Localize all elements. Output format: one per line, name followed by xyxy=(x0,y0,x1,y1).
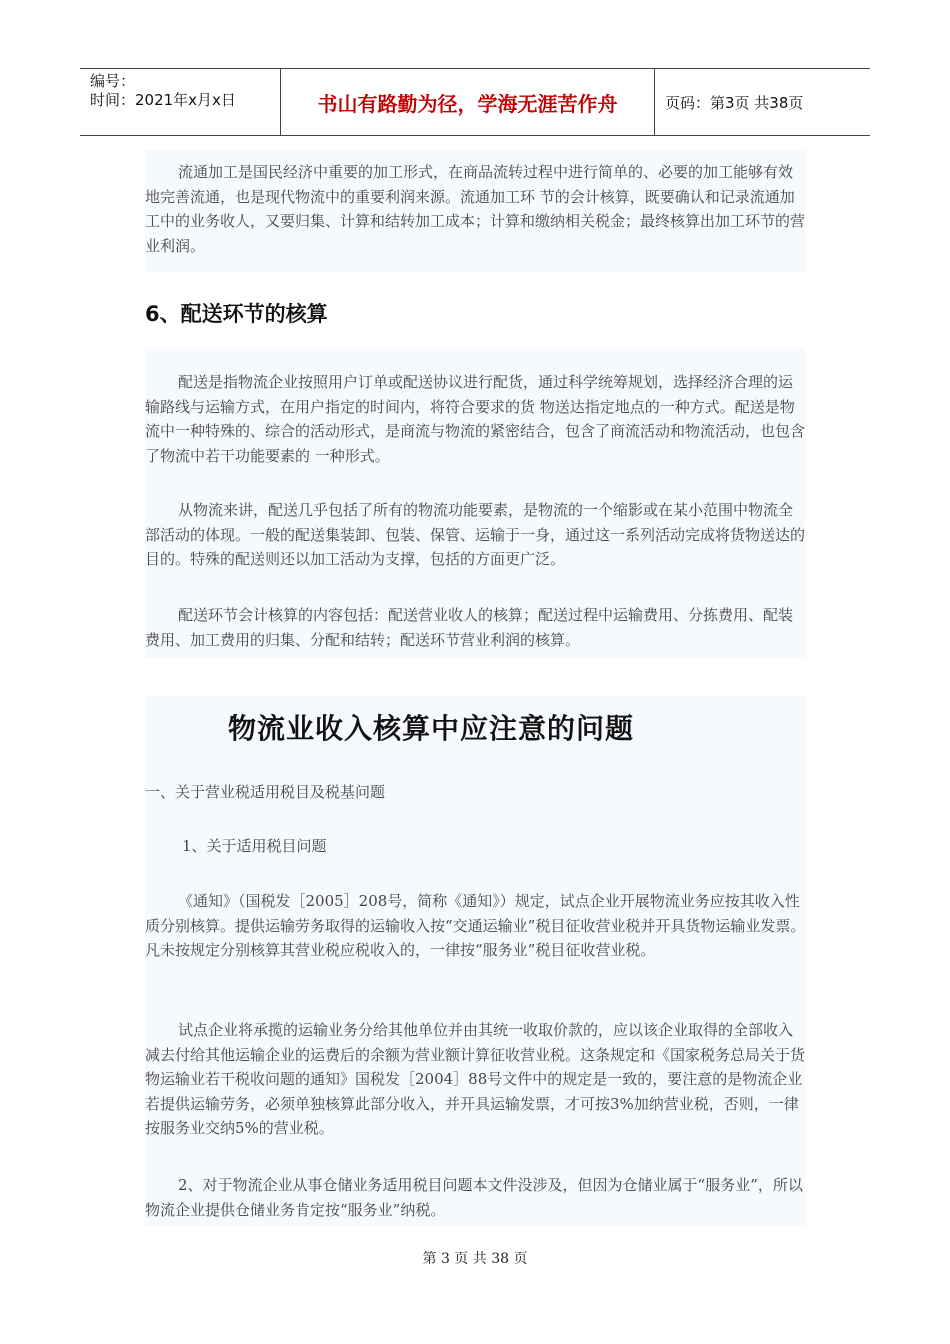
header-meta xyxy=(80,69,281,135)
header-page-label: 页码：第3页 共38页 xyxy=(665,93,804,112)
paragraph-processing: 流通加工是国民经济中重要的加工形式，在商品流转过程中进行简单的、必要的加工能够有效地完善流通，也是现代物流中的重要利润来源。流通加工环 节的会计核算，既要确认和记录流通加工中的业务收人，又要归集、计算和结转加工成本；计算和缴纳相关税金；最终核算出加工环节的营业利润。 xyxy=(145,163,806,255)
time-label: 时间：2021年x月x日 xyxy=(90,91,236,109)
paragraph-delivery-accounting: 配送环节会计核算的内容包括：配送营业收人的核算；配送过程中运输费用、分拣费用、配装费用、加工费用的归集、分配和结转；配送环节营业利润的核算。 xyxy=(145,606,794,649)
subsection-heading-tax-item: 1、关于适用税目问题 xyxy=(182,837,327,855)
paragraph-delivery-logistics: 从物流来讲，配送几乎包括了所有的物流功能要素，是物流的一个缩影或在某小范围中物流全部活动的体现。一般的配送集装卸、包装、保管、运输于一身，通过这一系列活动完成将货物送达的目的。特殊的配送则还以加工活动为支撑，包括的方面更广泛。 xyxy=(145,501,806,568)
subsection-heading-tax: 一、关于营业税适用税目及税基问题 xyxy=(145,783,386,801)
paragraph-storage-tax: 2、对于物流企业从事仓储业务适用税目问题本文件没涉及，但因为仓储业属于“服务业”，所以物流企业提供仓储业务肯定按“服务业”纳税。 xyxy=(145,1176,803,1219)
page-header xyxy=(80,68,870,136)
paragraph-transport-tax: 试点企业将承揽的运输业务分给其他单位并由其统一收取价款的，应以该企业取得的全部收入减去付给其他运输企业的运费后的余额为营业额计算征收营业税。这条规定和《国家税务总局关于货物运输业若干税收问题的通知》国税发［2004］88号文件中的规定是一致的，要注意的是物流企业若提供运输劳务，必须单独核算此部分收入，并开具运输发票，才可按3%加纳营业税，否则，一律按服务业交纳5%的营业税。 xyxy=(145,1021,806,1137)
page-footer: 第 3 页 共 38 页 xyxy=(422,1251,528,1267)
header-motto: 书山有路勤为径，学海无涯苦作舟 xyxy=(281,69,655,135)
code-label: 编号： xyxy=(90,72,136,90)
paragraph-notice: 《通知》（国税发［2005］208号，简称《通知》）规定，试点企业开展物流业务应按其收入性质分别核算。提供运输劳务取得的运输收入按“交通运输业”税目征收营业税并开具货物运输业发票。凡未按规定分别核算其营业税应税收入的，一律按“服务业”税目征收营业税。 xyxy=(145,892,806,959)
page-title: 物流业收入核算中应注意的问题 xyxy=(228,712,635,745)
paragraph-delivery-definition: 配送是指物流企业按照用户订单或配送协议进行配货，通过科学统筹规划，选择经济合理的运输路线与运输方式，在用户指定的时间内，将符合要求的货 物送达指定地点的一种方式。配送是物流中一种特殊的、综合的活动形式，是商流与物流的紧密结合，包含了商流活动和物流活动，也包含了物流中若干功能要素的 一种形式。 xyxy=(145,373,806,465)
section-heading-delivery: 6、配送环节的核算 xyxy=(145,302,328,326)
